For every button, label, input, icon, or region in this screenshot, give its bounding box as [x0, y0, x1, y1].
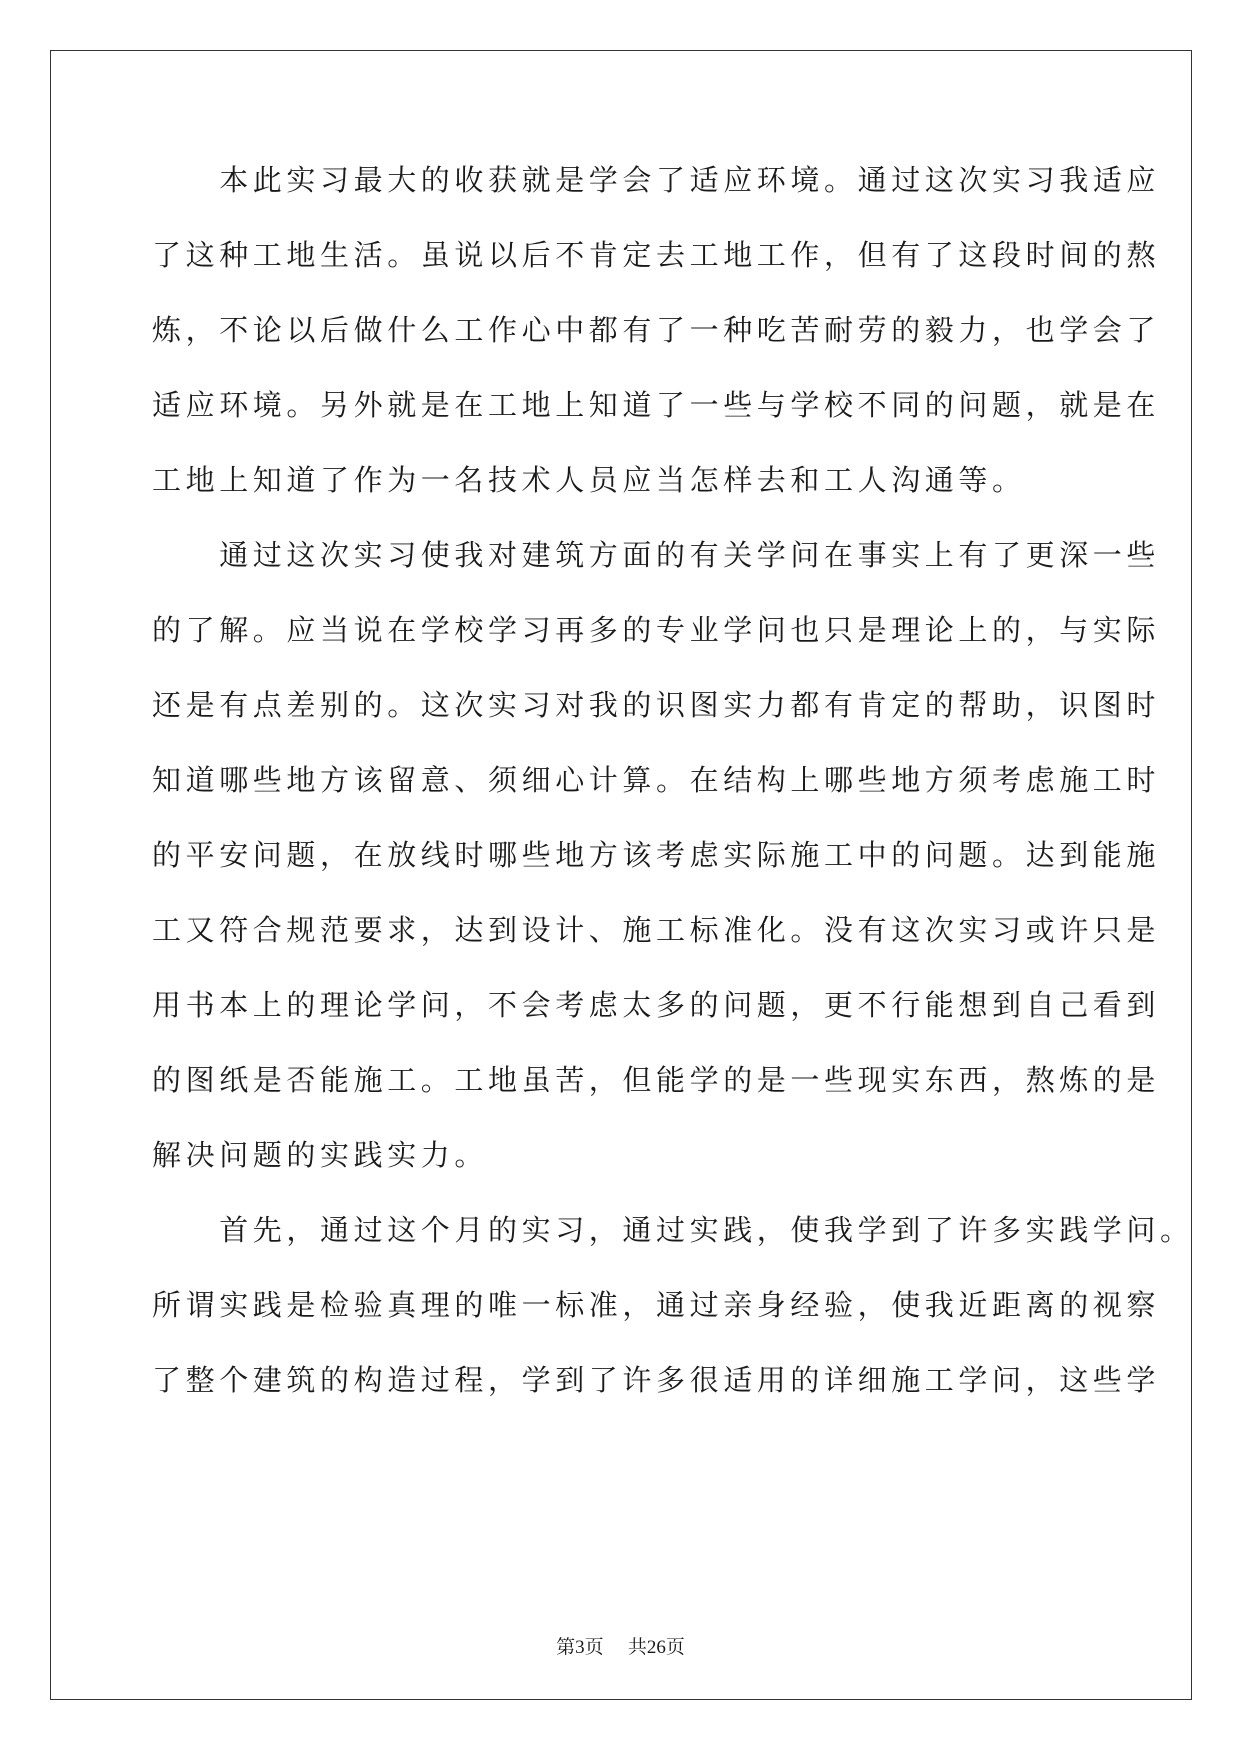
text-line: 本此实习最大的收获就是学会了适应环境。通过这次实习我适应 [152, 163, 1161, 197]
text-line: 通过这次实习使我对建筑方面的有关学问在事实上有了更深一些 [152, 538, 1161, 572]
footer-total-suffix: 页 [665, 1636, 685, 1658]
text-line: 了整个建筑的构造过程，学到了许多很适用的详细施工学问，这些学 [152, 1363, 1161, 1397]
page-number: 3 [575, 1637, 585, 1658]
text-line: 的图纸是否能施工。工地虽苦，但能学的是一些现实东西，熬炼的是 [152, 1063, 1161, 1097]
footer-page-suffix: 页 [584, 1636, 604, 1658]
text-line: 炼，不论以后做什么工作心中都有了一种吃苦耐劳的毅力，也学会了 [152, 313, 1161, 347]
text-line: 首先，通过这个月的实习，通过实践，使我学到了许多实践学问。 [152, 1213, 1194, 1247]
text-line: 解决问题的实践实力。 [152, 1138, 489, 1172]
text-line: 用书本上的理论学问，不会考虑太多的问题，更不行能想到自己看到 [152, 988, 1161, 1022]
text-line: 的了解。应当说在学校学习再多的专业学问也只是理论上的，与实际 [152, 613, 1161, 647]
text-line: 所谓实践是检验真理的唯一标准，通过亲身经验，使我近距离的视察 [152, 1288, 1161, 1322]
text-line: 工又符合规范要求，达到设计、施工标准化。没有这次实习或许只是 [152, 913, 1161, 947]
text-line: 适应环境。另外就是在工地上知道了一些与学校不同的问题，就是在 [152, 388, 1161, 422]
text-line: 还是有点差别的。这次实习对我的识图实力都有肯定的帮助，识图时 [152, 688, 1161, 722]
footer-prefix: 第 [556, 1636, 576, 1658]
document-body [152, 163, 1194, 1440]
text-line: 工地上知道了作为一名技术人员应当怎样去和工人沟通等。 [152, 463, 1026, 497]
page-footer [0, 1632, 1241, 1659]
text-line: 了这种工地生活。虽说以后不肯定去工地工作，但有了这段时间的熬 [152, 238, 1161, 272]
total-pages: 26 [646, 1637, 666, 1658]
text-line: 知道哪些地方该留意、须细心计算。在结构上哪些地方须考虑施工时 [152, 763, 1161, 797]
text-line: 的平安问题，在放线时哪些地方该考虑实际施工中的问题。达到能施 [152, 838, 1161, 872]
footer-total-prefix: 共 [627, 1636, 647, 1658]
